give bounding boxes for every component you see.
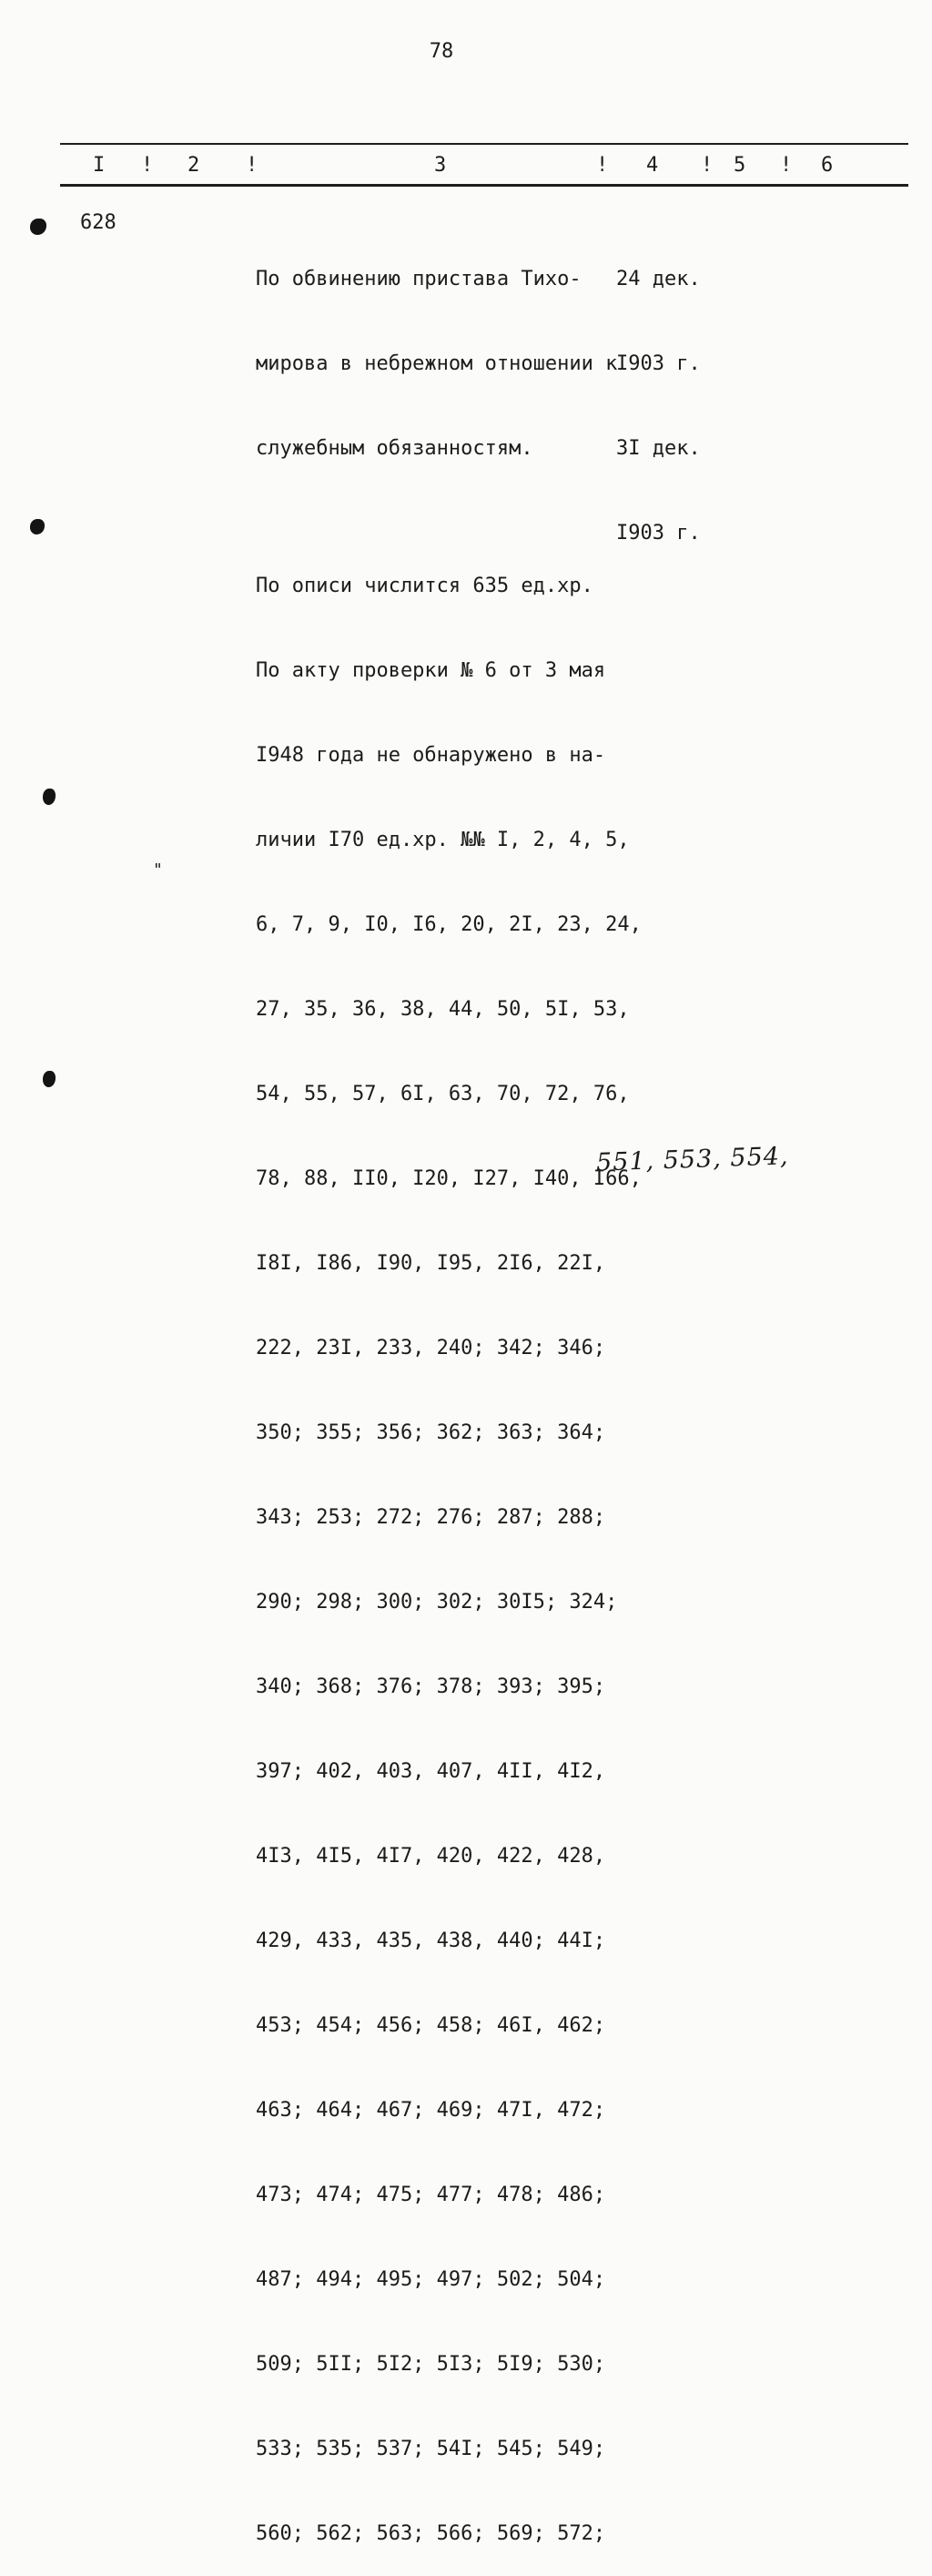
column-separator: !	[780, 154, 793, 177]
column-separator: !	[246, 154, 258, 177]
summary-line: 4I3, 4I5, 4I7, 420, 422, 428,	[256, 1845, 606, 1868]
page-number: 78	[429, 40, 454, 63]
summary-line: 54, 55, 57, 6I, 63, 70, 72, 76,	[256, 1083, 630, 1105]
summary-line: 453; 454; 456; 458; 46I, 462;	[256, 2014, 606, 2037]
summary-line: I948 года не обнаружено в на-	[256, 744, 606, 767]
summary-line: 350; 355; 356; 362; 363; 364;	[256, 1421, 606, 1444]
summary-line: I8I, I86, I90, I95, 2I6, 22I,	[256, 1252, 606, 1275]
column-header-1: I	[93, 154, 106, 177]
column-header-5: 5	[734, 154, 746, 177]
column-separator: !	[701, 154, 714, 177]
description-line: служебным обязанностям.	[256, 437, 533, 460]
table-rule-bottom	[60, 184, 908, 187]
summary-line: 463; 464; 467; 469; 47I, 472;	[256, 2099, 606, 2122]
margin-quote-mark: "	[153, 860, 163, 880]
summary-line: 560; 562; 563; 566; 569; 572;	[256, 2522, 606, 2545]
binding-hole-mark	[30, 219, 46, 235]
summary-line: 509; 5II; 5I2; 5I3; 5I9; 530;	[256, 2353, 606, 2376]
summary-line: 473; 474; 475; 477; 478; 486;	[256, 2184, 606, 2206]
binding-hole-mark	[43, 789, 56, 805]
binding-hole-mark	[30, 519, 45, 535]
handwritten-note: 551, 553, 554,	[595, 1142, 790, 1177]
column-header-2: 2	[187, 154, 200, 177]
summary-line: 343; 253; 272; 276; 287; 288;	[256, 1506, 606, 1529]
summary-line: По акту проверки № 6 от 3 мая	[256, 659, 606, 682]
description-line: По обвинению пристава Тихо-	[256, 268, 582, 290]
summary-line: 27, 35, 36, 38, 44, 50, 5I, 53,	[256, 998, 630, 1021]
column-separator: !	[596, 154, 609, 177]
binding-hole-mark	[43, 1071, 56, 1087]
summary-line: личии I70 ед.хр. №№ I, 2, 4, 5,	[256, 829, 630, 851]
summary-line: 429, 433, 435, 438, 440; 44I;	[256, 1929, 606, 1952]
date-line: 24 дек.	[616, 268, 701, 290]
summary-line: 487; 494; 495; 497; 502; 504;	[256, 2268, 606, 2291]
column-header-6: 6	[821, 154, 834, 177]
column-header-4: 4	[646, 154, 659, 177]
entry-number: 628	[80, 211, 116, 234]
column-header-3: 3	[434, 154, 447, 177]
summary-block	[256, 515, 642, 2576]
date-line: I903 г.	[616, 522, 701, 545]
date-line: I903 г.	[616, 352, 701, 375]
summary-line: 340; 368; 376; 378; 393; 395;	[256, 1675, 606, 1698]
summary-line: 397; 402, 403, 407, 4II, 4I2,	[256, 1760, 606, 1783]
summary-line: 533; 535; 537; 54I; 545; 549;	[256, 2438, 606, 2460]
summary-line: По описи числится 635 ед.хр.	[256, 575, 593, 597]
summary-line: 222, 23I, 233, 240; 342; 346;	[256, 1337, 606, 1359]
summary-line: 78, 88, II0, I20, I27, I40, I66,	[256, 1167, 642, 1190]
date-line: 3I дек.	[616, 437, 701, 460]
summary-line: 290; 298; 300; 302; 30I5; 324;	[256, 1591, 618, 1614]
summary-line: 6, 7, 9, I0, I6, 20, 2I, 23, 24,	[256, 913, 642, 936]
column-separator: !	[141, 154, 154, 177]
table-rule-top	[60, 143, 908, 145]
entry-description	[256, 209, 617, 519]
description-line: мирова в небрежном отношении к	[256, 352, 618, 375]
